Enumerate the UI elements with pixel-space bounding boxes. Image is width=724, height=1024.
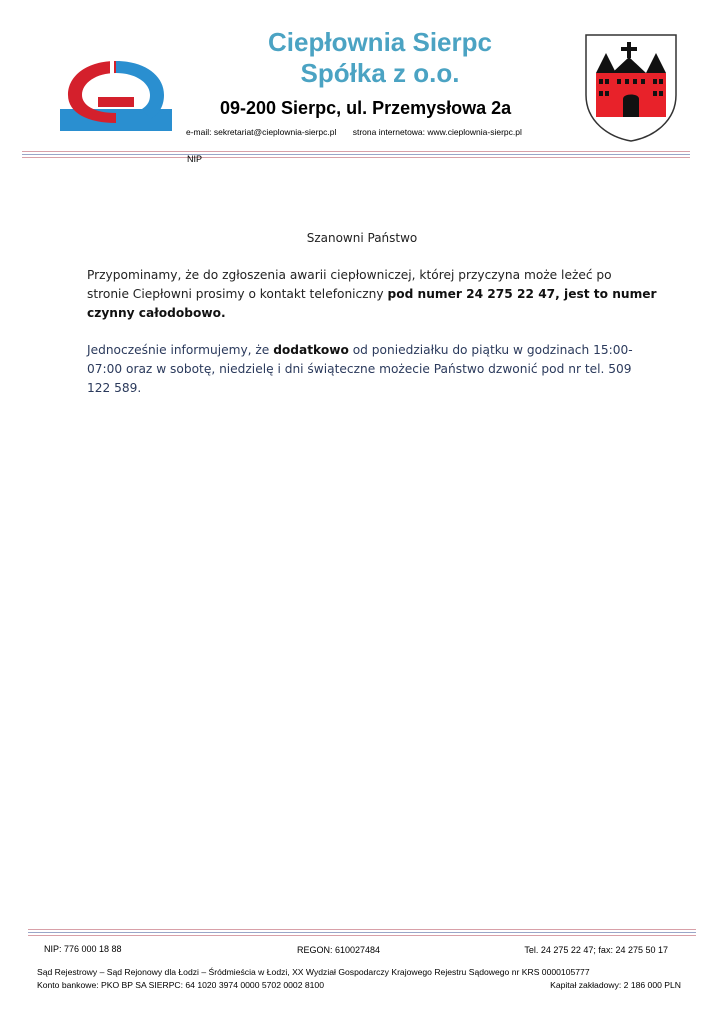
footer-rule-red [28,929,696,930]
website-text: strona internetowa: www.cieplownia-sierpc.pl [352,127,522,137]
footer-rule-red-2 [28,935,696,936]
footer-bank-account: Konto bankowe: PKO BP SA SIERPC: 64 1020 3974 0000 5702 0002 8100 [37,980,324,990]
paragraph-1-text: Przypominamy, że do zgłoszenia awarii ciepłowniczej, której przyczyna może leżeć po stronie Ciepłowni prosimy o kontakt telefoniczny [87,268,612,301]
contact-line [186,127,536,137]
paragraph-2-text-rest: od poniedziałku do piątku w godzinach 15:00-07:00 oraz w sobotę, niedzielę i dni świąteczne możecie Państwo dzwonić pod nr tel. 509 122 589. [87,343,633,395]
header-rule-red [22,151,690,152]
footer-share-capital: Kapitał zakładowy: 2 186 000 PLN [550,980,681,990]
coat-of-arms [584,33,678,143]
paragraph-1-bold: pod numer 24 275 22 47, jest to numer czynny całodobowo. [87,287,657,320]
footer-phone: Tel. 24 275 22 47; fax: 24 275 50 17 [524,945,668,955]
company-name-line2: Spółka z o.o. [300,58,460,88]
footer-regon: REGON: 610027484 [297,945,381,955]
header-nip-label: NIP [187,154,203,164]
company-address: 09-200 Sierpc, ul. Przemysłowa 2a [220,98,512,118]
paragraph-2-bold: dodatkowo [273,343,349,357]
email-text: e-mail: sekretariat@cieplownia-sierpc.pl [186,127,337,137]
footer-court-register: Sąd Rejestrowy – Sąd Rejonowy dla Łodzi – Śródmieścia w Łodzi, XX Wydział Gospodarczy Krajowego Rejestru Sądowego nr KRS 0000105777 [37,967,590,977]
company-logo [58,57,174,133]
company-name-line1: Ciepłownia Sierpc [268,27,492,57]
header-rule-blue [22,154,690,155]
salutation: Szanowni Państwo [306,231,418,245]
paragraph-1 [87,266,657,323]
footer-rule-blue [28,932,696,933]
paragraph-2-text: Jednocześnie informujemy, że [87,343,274,357]
footer-nip: NIP: 776 000 18 88 [44,944,122,954]
header-rule-red-2 [22,157,690,158]
paragraph-2 [87,341,657,398]
